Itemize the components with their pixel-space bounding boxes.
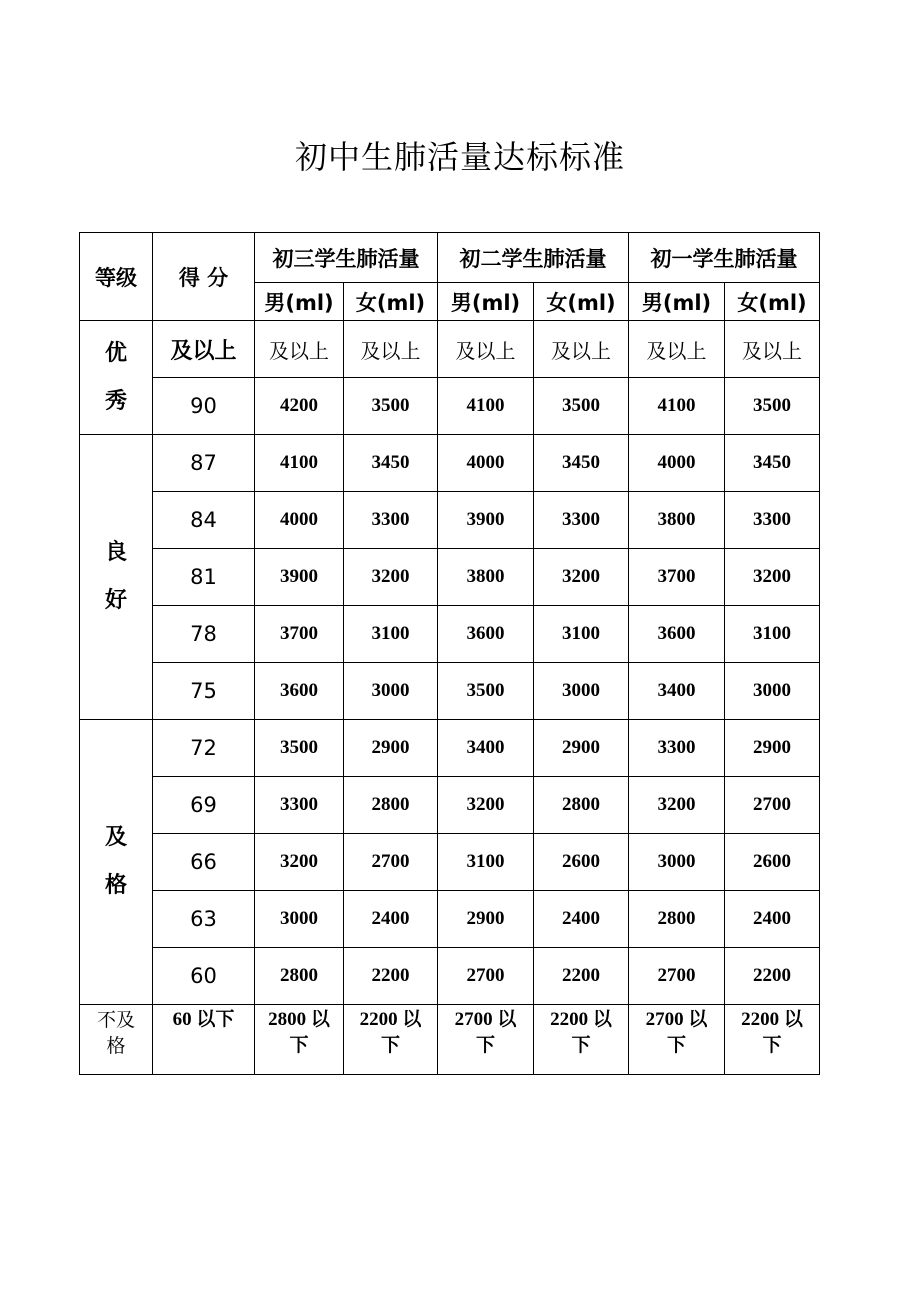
value-cell: 2200 以 下 (344, 1005, 438, 1075)
value-cell: 及以上 (534, 321, 629, 378)
score-cell: 84 (153, 492, 255, 549)
value-cell: 3300 (534, 492, 629, 549)
value-cell: 3500 (344, 378, 438, 435)
score-cell: 81 (153, 549, 255, 606)
value-cell: 3100 (344, 606, 438, 663)
grade3-male-header: 男(ml) (255, 283, 344, 321)
value-cell: 2900 (534, 720, 629, 777)
page-title: 初中生肺活量达标标准 (294, 138, 625, 176)
value-cell: 3300 (629, 720, 725, 777)
grade2-header: 初二学生肺活量 (438, 233, 629, 283)
score-cell: 75 (153, 663, 255, 720)
value-cell: 及以上 (344, 321, 438, 378)
value-cell: 2400 (534, 891, 629, 948)
value-cell: 3000 (629, 834, 725, 891)
table-row (80, 891, 820, 948)
value-cell: 3200 (438, 777, 534, 834)
grade1-header: 初一学生肺活量 (629, 233, 820, 283)
value-cell: 3450 (534, 435, 629, 492)
value-cell: 3200 (255, 834, 344, 891)
value-cell: 3500 (438, 663, 534, 720)
value-cell: 3500 (534, 378, 629, 435)
score-header: 得 分 (153, 233, 255, 321)
value-cell: 3000 (534, 663, 629, 720)
table-row (80, 663, 820, 720)
value-cell: 3400 (438, 720, 534, 777)
value-cell: 2900 (344, 720, 438, 777)
value-cell: 2800 (344, 777, 438, 834)
value-cell: 3100 (534, 606, 629, 663)
value-cell: 4100 (255, 435, 344, 492)
grade-good-label: 良 好 (80, 435, 153, 720)
value-cell: 及以上 (255, 321, 344, 378)
value-cell: 3100 (725, 606, 820, 663)
value-cell: 3600 (438, 606, 534, 663)
value-cell: 4200 (255, 378, 344, 435)
score-cell: 66 (153, 834, 255, 891)
table-row (80, 606, 820, 663)
value-cell: 3200 (534, 549, 629, 606)
value-cell: 3200 (725, 549, 820, 606)
score-cell: 69 (153, 777, 255, 834)
value-cell: 及以上 (438, 321, 534, 378)
value-cell: 3700 (255, 606, 344, 663)
value-cell: 2700 以 下 (438, 1005, 534, 1075)
table-row (80, 834, 820, 891)
value-cell: 2800 (534, 777, 629, 834)
table-row (80, 549, 820, 606)
score-cell: 72 (153, 720, 255, 777)
table-row (80, 1005, 820, 1075)
grade1-male-header: 男(ml) (629, 283, 725, 321)
value-cell: 2900 (725, 720, 820, 777)
grade3-female-header: 女(ml) (344, 283, 438, 321)
lung-capacity-table (79, 232, 820, 1075)
value-cell: 2700 (344, 834, 438, 891)
value-cell: 2400 (344, 891, 438, 948)
score-cell: 63 (153, 891, 255, 948)
table-row (80, 492, 820, 549)
value-cell: 2200 (344, 948, 438, 1005)
value-cell: 2900 (438, 891, 534, 948)
value-cell: 3200 (344, 549, 438, 606)
score-cell: 87 (153, 435, 255, 492)
value-cell: 4100 (629, 378, 725, 435)
grade-fail-label: 不及 格 (80, 1005, 153, 1075)
value-cell: 2600 (534, 834, 629, 891)
value-cell: 及以上 (629, 321, 725, 378)
table-row (80, 378, 820, 435)
value-cell: 3600 (629, 606, 725, 663)
value-cell: 3800 (629, 492, 725, 549)
grade-excellent-label: 优 秀 (80, 321, 153, 435)
value-cell: 3500 (725, 378, 820, 435)
grade2-male-header: 男(ml) (438, 283, 534, 321)
value-cell: 2700 (438, 948, 534, 1005)
value-cell: 3700 (629, 549, 725, 606)
score-cell: 60 以下 (153, 1005, 255, 1075)
table-row (80, 777, 820, 834)
value-cell: 4000 (629, 435, 725, 492)
table-row (80, 435, 820, 492)
table-row (80, 720, 820, 777)
value-cell: 3900 (438, 492, 534, 549)
value-cell: 2600 (725, 834, 820, 891)
value-cell: 4000 (255, 492, 344, 549)
value-cell: 2800 以 下 (255, 1005, 344, 1075)
value-cell: 3300 (255, 777, 344, 834)
value-cell: 3000 (725, 663, 820, 720)
value-cell: 2400 (725, 891, 820, 948)
value-cell: 2700 以 下 (629, 1005, 725, 1075)
grade3-header: 初三学生肺活量 (255, 233, 438, 283)
grade2-female-header: 女(ml) (534, 283, 629, 321)
value-cell: 3300 (344, 492, 438, 549)
value-cell: 3200 (629, 777, 725, 834)
value-cell: 3300 (725, 492, 820, 549)
score-cell: 60 (153, 948, 255, 1005)
grade-pass-label: 及 格 (80, 720, 153, 1005)
grade-header: 等级 (80, 233, 153, 321)
value-cell: 3000 (255, 891, 344, 948)
value-cell: 2800 (255, 948, 344, 1005)
value-cell: 3600 (255, 663, 344, 720)
score-cell: 及以上 (153, 321, 255, 378)
value-cell: 2200 以 下 (725, 1005, 820, 1075)
value-cell: 2800 (629, 891, 725, 948)
value-cell: 2200 以 下 (534, 1005, 629, 1075)
value-cell: 及以上 (725, 321, 820, 378)
value-cell: 3450 (344, 435, 438, 492)
value-cell: 2700 (725, 777, 820, 834)
score-cell: 90 (153, 378, 255, 435)
score-cell: 78 (153, 606, 255, 663)
value-cell: 2200 (534, 948, 629, 1005)
value-cell: 3800 (438, 549, 534, 606)
value-cell: 2200 (725, 948, 820, 1005)
value-cell: 3900 (255, 549, 344, 606)
value-cell: 3000 (344, 663, 438, 720)
table-row (80, 321, 820, 378)
value-cell: 3500 (255, 720, 344, 777)
value-cell: 3400 (629, 663, 725, 720)
value-cell: 4100 (438, 378, 534, 435)
grade1-female-header: 女(ml) (725, 283, 820, 321)
value-cell: 4000 (438, 435, 534, 492)
table-row (80, 948, 820, 1005)
value-cell: 3450 (725, 435, 820, 492)
value-cell: 3100 (438, 834, 534, 891)
value-cell: 2700 (629, 948, 725, 1005)
